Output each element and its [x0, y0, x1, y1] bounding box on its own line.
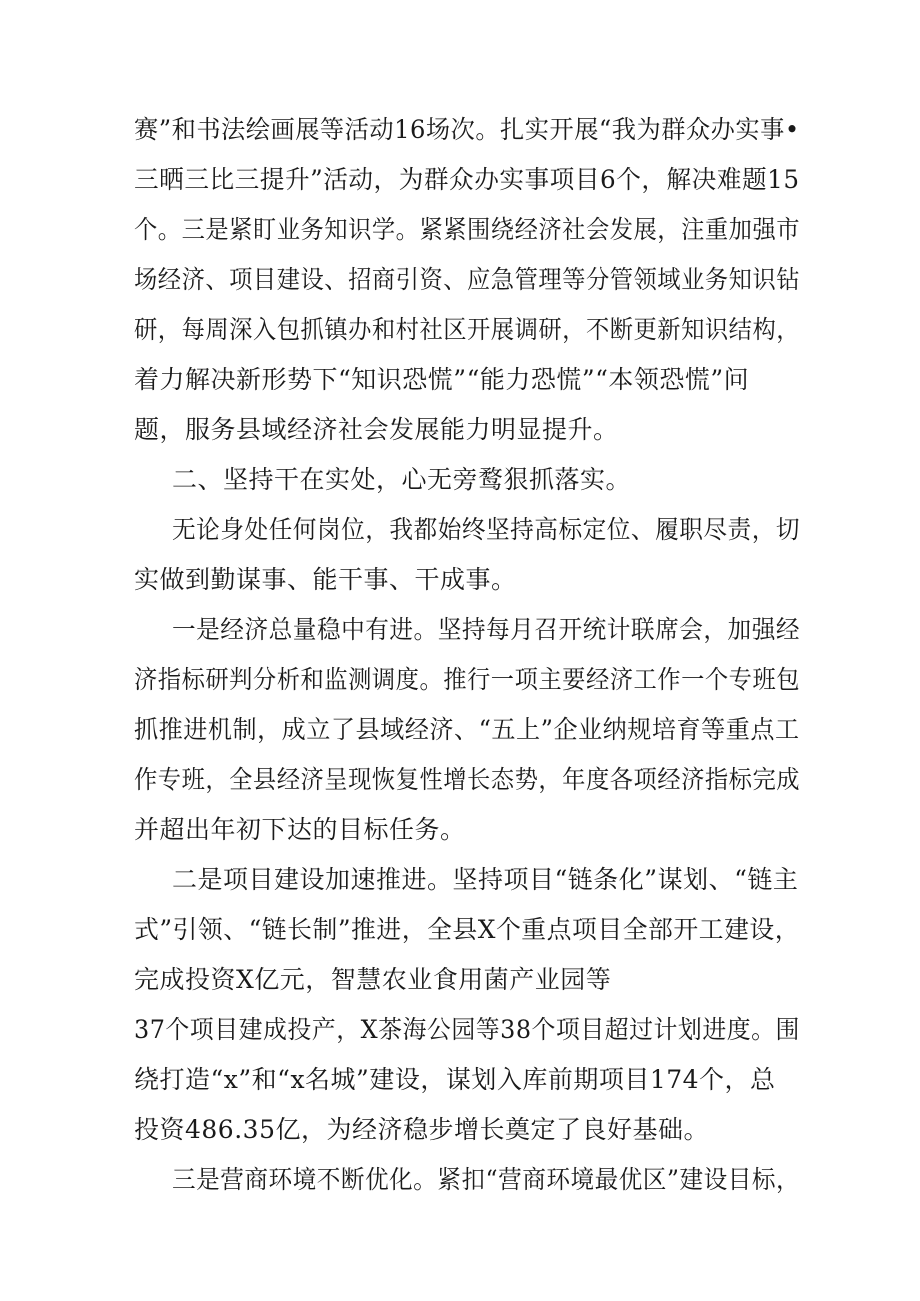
text-line: 并超出年初下达的目标任务。 [134, 815, 466, 844]
section-heading: 二、坚持干在实处，心无旁鹜狠抓落实。 [172, 465, 632, 494]
text-line: 二是项目建设加速推进。坚持项目“链条化”谋划、“链主 [172, 865, 799, 894]
text-line: 完成投资X亿元，智慧农业食用菌产业园等 [134, 965, 612, 994]
text-line: 37个项目建成投产，X茶海公园等38个项目超过计划进度。围 [134, 1015, 800, 1044]
text-line: 实做到勤谋事、能干事、干成事。 [134, 565, 517, 594]
text-line: 场经济、项目建设、招商引资、应急管理等分管领域业务知识钻 [134, 265, 801, 294]
text-line: 赛”和书法绘画展等活动16场次。扎实开展“我为群众办实事• [134, 115, 800, 144]
text-line: 三晒三比三提升”活动，为群众办实事项目6个，解决难题15 [134, 165, 800, 194]
text-line: 三是营商环境不断优化。紧扣“营商环境最优区”建设目标， [172, 1165, 801, 1194]
text-line: 济指标研判分析和监测调度。推行一项主要经济工作一个专班包 [134, 665, 801, 694]
text-line: 作专班，全县经济呈现恢复性增长态势，年度各项经济指标完成 [134, 765, 801, 794]
text-line: 抓推进机制，成立了县域经济、“五上”企业纳规培育等重点工 [134, 715, 800, 744]
text-line: 式”引领、“链长制”推进，全县X个重点项目全部开工建设， [134, 915, 801, 944]
text-line: 个。三是紧盯业务知识学。紧紧围绕经济社会发展，注重加强市 [134, 215, 801, 244]
text-line: 绕打造“x”和“x名城”建设，谋划入库前期项目174个，总 [134, 1065, 776, 1094]
text-line: 题，服务县域经济社会发展能力明显提升。 [134, 415, 619, 444]
text-line: 无论身处任何岗位，我都始终坚持高标定位、履职尽责，切 [172, 515, 801, 544]
text-line: 一是经济总量稳中有进。坚持每月召开统计联席会，加强经 [172, 615, 801, 644]
text-line: 研，每周深入包抓镇办和村社区开展调研，不断更新知识结构， [134, 315, 801, 344]
text-line: 投资486.35亿，为经济稳步增长奠定了良好基础。 [134, 1115, 709, 1144]
text-line: 着力解决新形势下“知识恐慌”“能力恐慌”“本领恐慌”问 [134, 365, 750, 394]
